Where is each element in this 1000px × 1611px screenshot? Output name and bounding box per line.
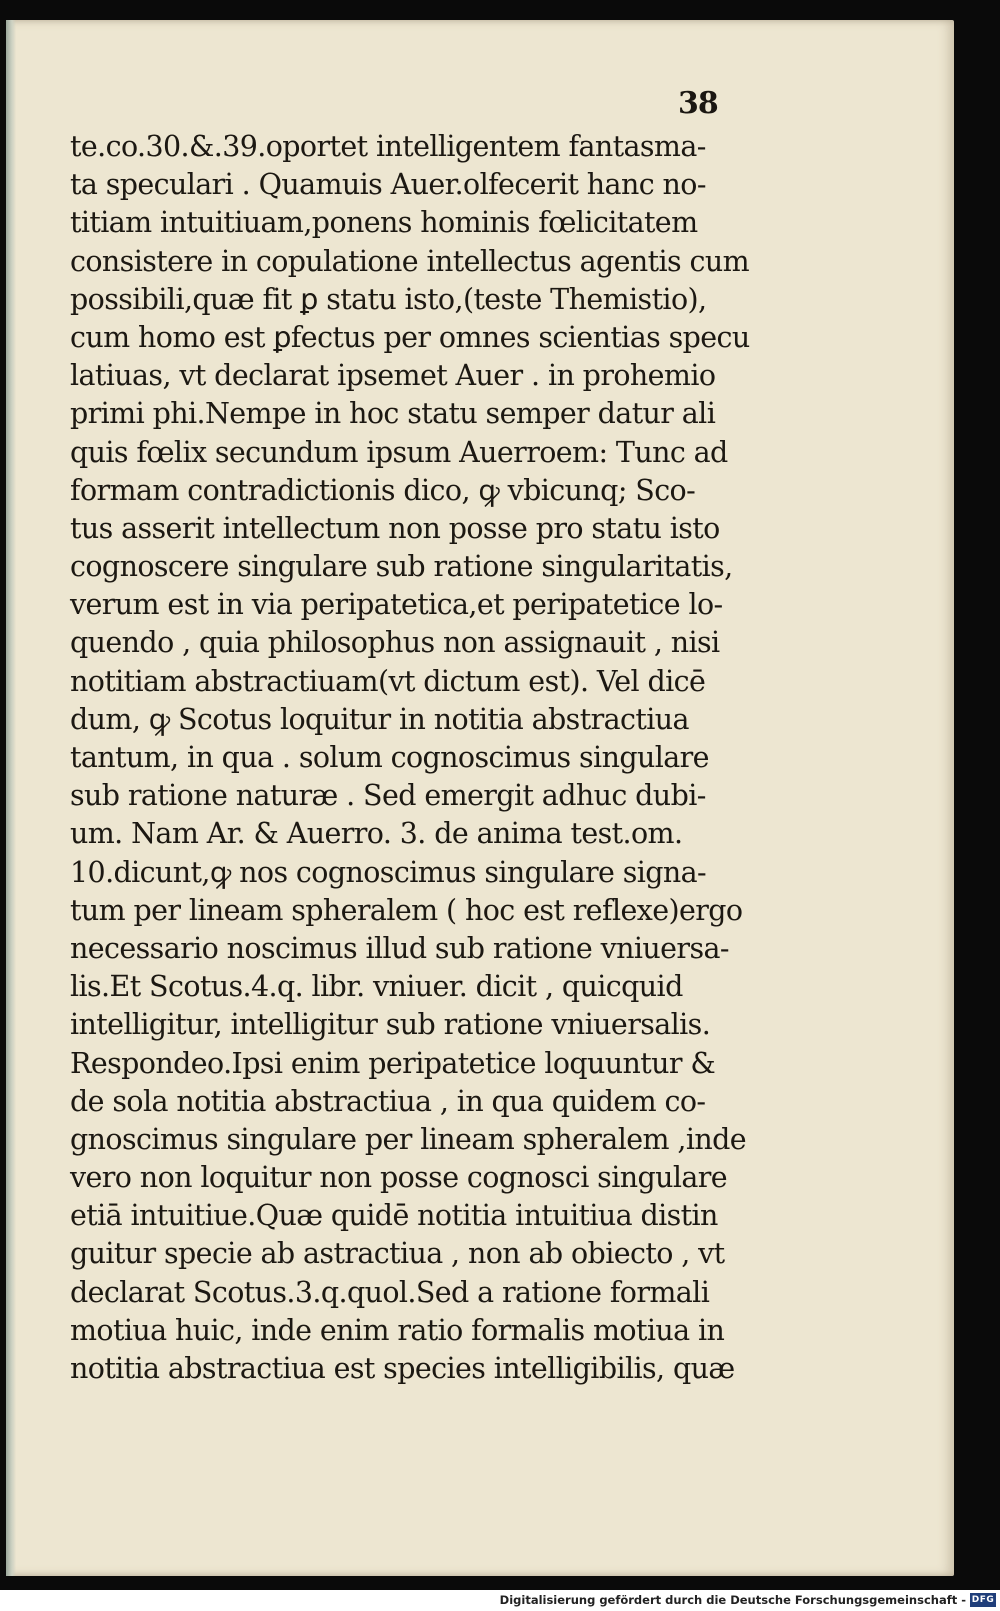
- text-line: titiam intuitiuam,ponens hominis fœlicitatem: [70, 206, 698, 240]
- text-line: primi phi.Nempe in hoc statu semper datur ali: [70, 397, 716, 431]
- text-line: 10.dicunt,ꝙ nos cognoscimus singulare signa-: [70, 855, 707, 889]
- text-line: etiā intuitiue.Quæ quidē notitia intuitiua distin: [70, 1199, 718, 1233]
- text-line: tus asserit intellectum non posse pro statu isto: [70, 511, 720, 545]
- text-line: quendo , quia philosophus non assignauit , nisi: [70, 626, 720, 660]
- text-line: de sola notitia abstractiua , in qua quidem co-: [70, 1084, 706, 1118]
- text-line: te.co.30.&.39.oportet intelligentem fantasma-: [70, 130, 706, 163]
- page-number: 38: [678, 86, 718, 121]
- text-line: cum homo est ꝑfectus per omnes scientias specu: [70, 320, 750, 354]
- text-line: possibili,quæ fit ꝑ statu isto,(teste Themistio),: [70, 282, 707, 316]
- text-line: lis.Et Scotus.4.q. libr. vniuer. dicit , quicquid: [70, 970, 683, 1004]
- text-line: verum est in via peripatetica,et peripatetice lo-: [70, 588, 723, 622]
- text-line: vero non loquitur non posse cognosci singulare: [70, 1161, 728, 1195]
- text-line: guitur specie ab astractiua , non ab obiecto , vt: [70, 1237, 725, 1271]
- text-line: notitia abstractiua est species intelligibilis, quæ: [70, 1352, 735, 1385]
- text-line: necessario noscimus illud sub ratione vniuersa-: [70, 931, 729, 965]
- funding-credit: Digitalisierung gefördert durch die Deutsche Forschungsgemeinschaft -: [499, 1593, 966, 1607]
- text-line: ta speculari . Quamuis Auer.olfecerit hanc no-: [70, 168, 706, 202]
- text-line: notitiam abstractiuam(vt dictum est). Vel dicē: [70, 664, 706, 698]
- text-line: dum, ꝙ Scotus loquitur in notitia abstractiua: [70, 702, 689, 736]
- text-line: latiuas, vt declarat ipsemet Auer . in prohemio: [70, 359, 716, 393]
- text-line: intelligitur, intelligitur sub ratione vniuersalis.: [70, 1008, 711, 1042]
- text-line: tantum, in qua . solum cognoscimus singulare: [70, 741, 709, 774]
- text-block: [70, 128, 790, 1388]
- text-line: tum per lineam spheralem ( hoc est reflexe)ergo: [70, 893, 743, 927]
- text-line: gnoscimus singulare per lineam spheralem ,inde: [70, 1122, 747, 1156]
- book-page: [6, 20, 954, 1576]
- dfg-logo: DFG: [971, 1595, 995, 1605]
- text-line: motiua huic, inde enim ratio formalis motiua in: [70, 1313, 725, 1347]
- text-line: um. Nam Ar. & Auerro. 3. de anima test.om.: [70, 817, 683, 851]
- text-line: consistere in copulatione intellectus agentis cum: [70, 244, 750, 278]
- text-line: formam contradictionis dico, ꝙ vbicunq; Sco-: [70, 473, 696, 507]
- text-line: cognoscere singulare sub ratione singularitatis,: [70, 550, 733, 584]
- text-line: sub ratione naturæ . Sed emergit adhuc dubi-: [70, 779, 706, 813]
- text-line: declarat Scotus.3.q.quol.Sed a ratione formali: [70, 1275, 710, 1309]
- text-line: Respondeo.Ipsi enim peripatetice loquuntur &: [70, 1046, 716, 1080]
- text-line: quis fœlix secundum ipsum Auerroem: Tunc ad: [70, 435, 728, 469]
- footer-bar: [0, 1590, 1000, 1611]
